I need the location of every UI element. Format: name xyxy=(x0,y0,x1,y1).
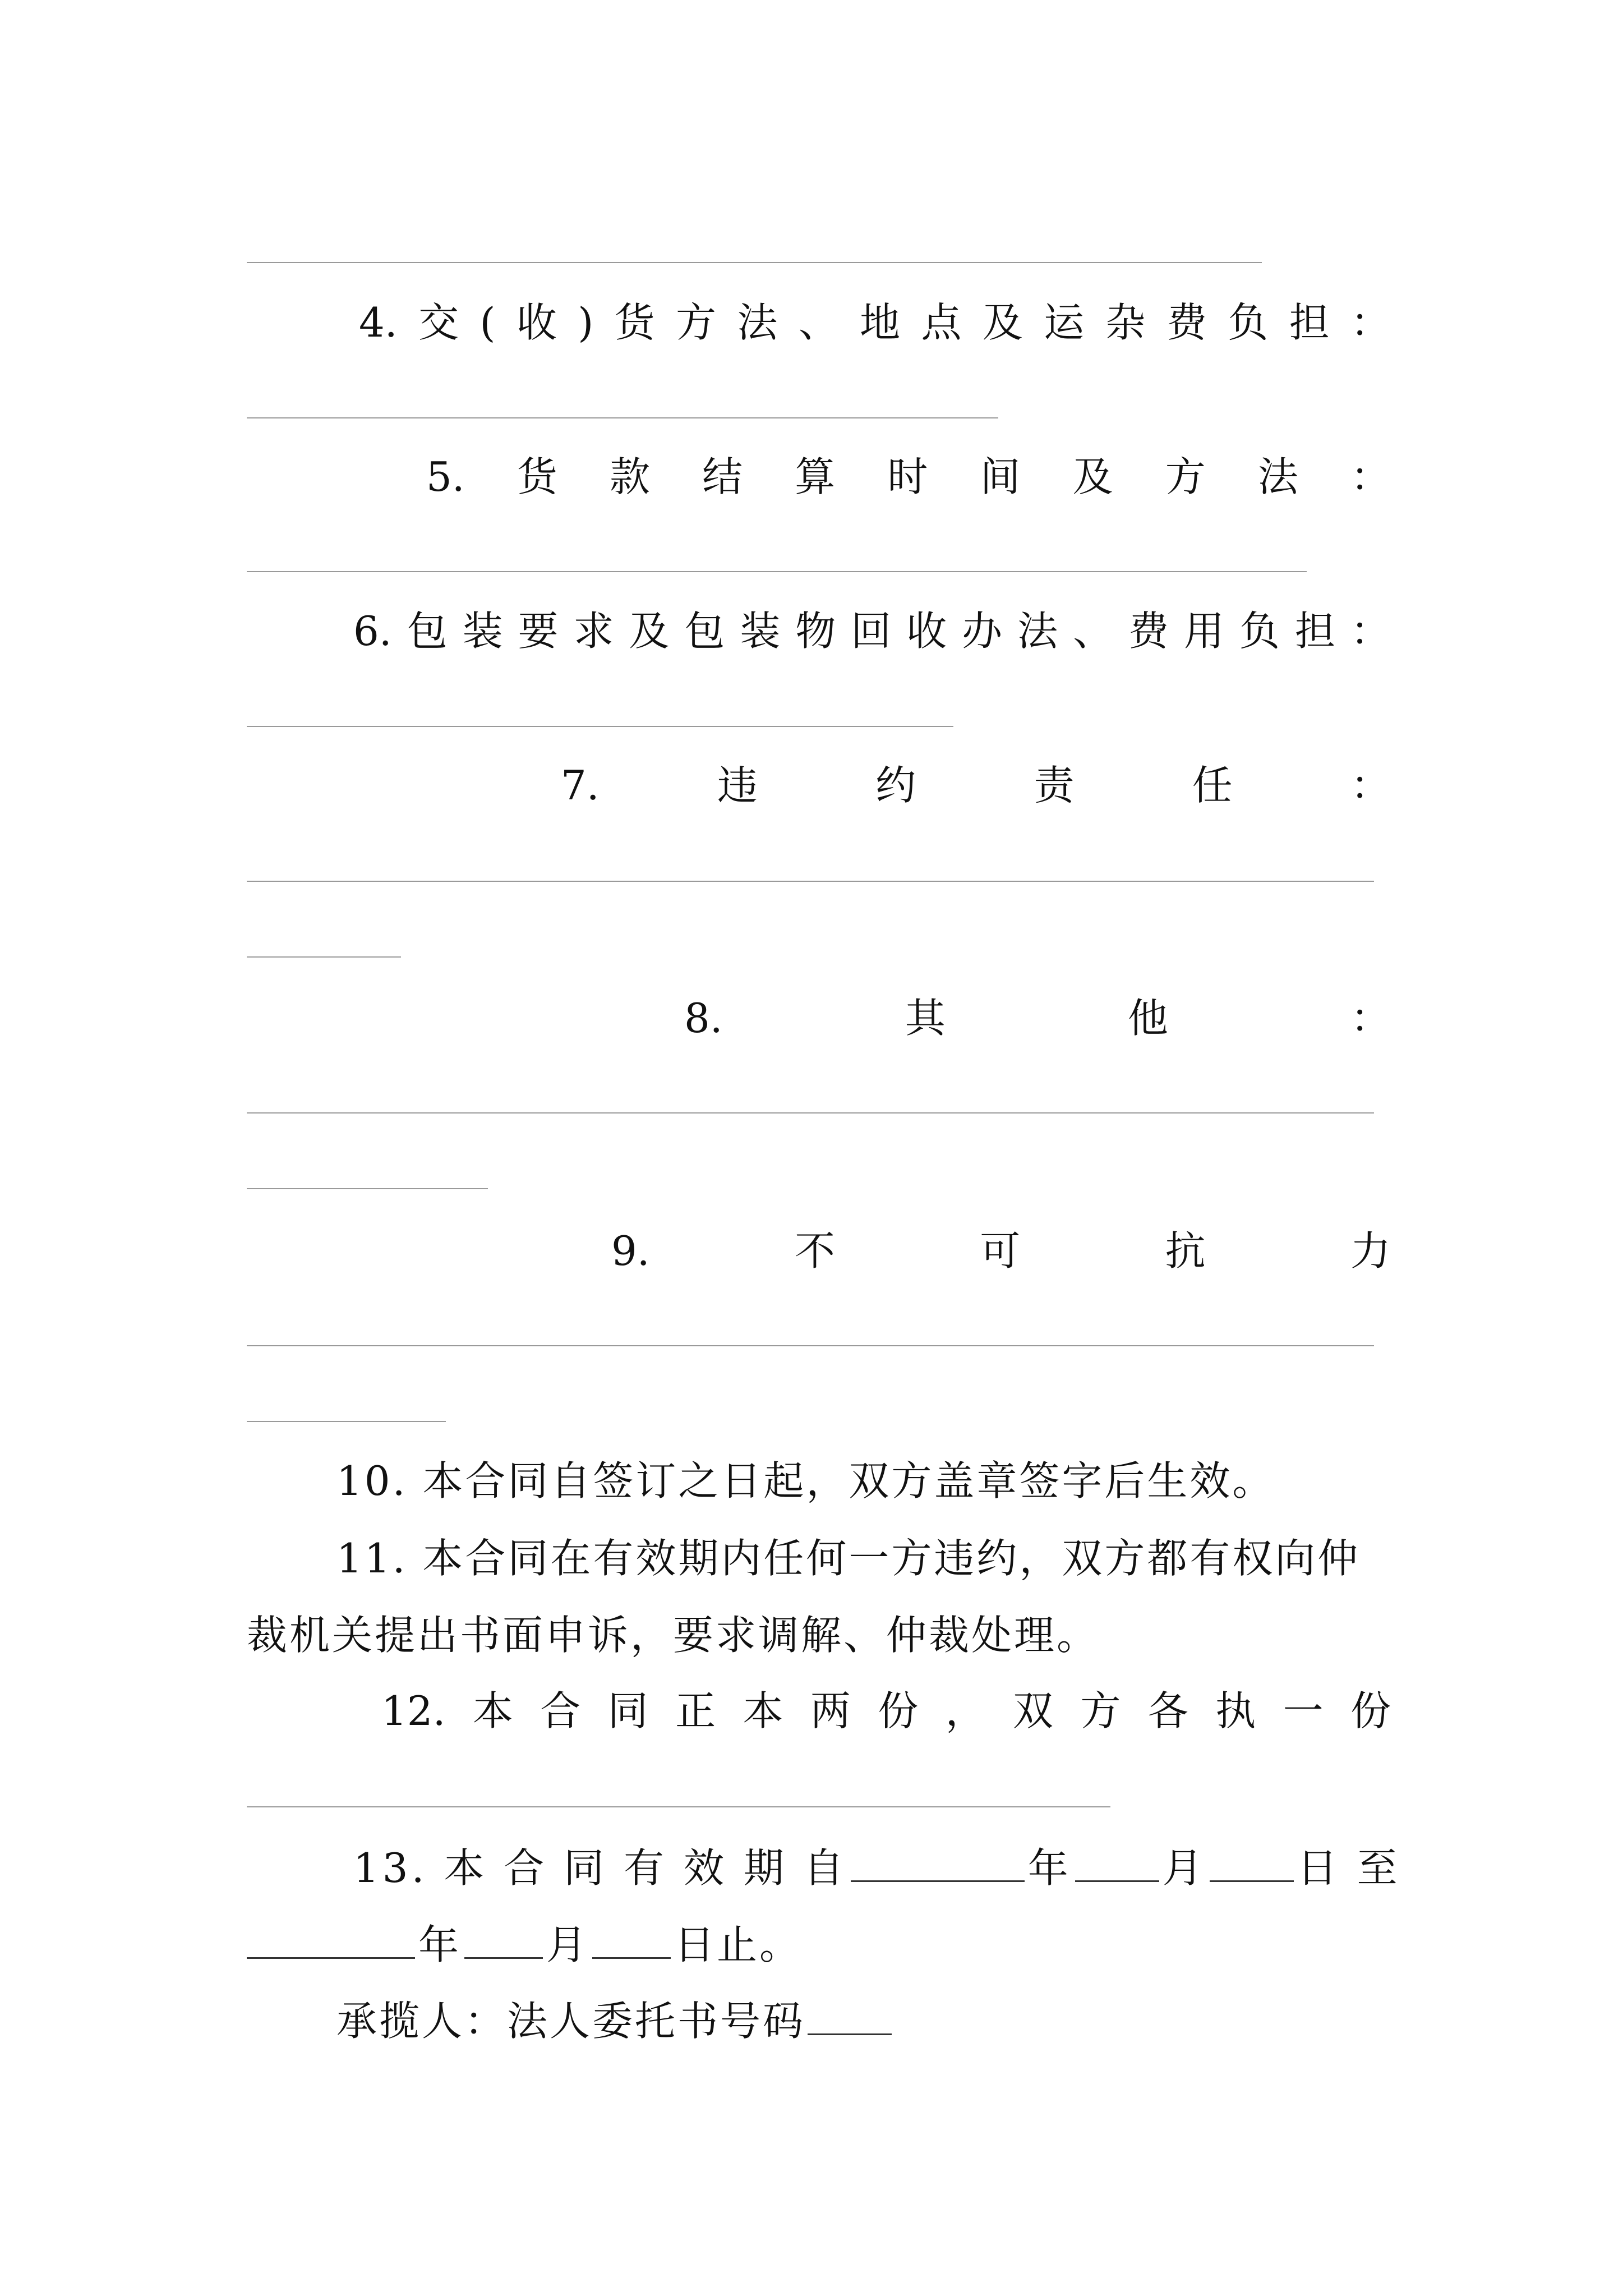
clause-char: 7. xyxy=(561,762,600,809)
clause-char: 回 xyxy=(851,608,892,655)
end-day-blank[interactable] xyxy=(592,1918,671,1959)
clause-char: 正 xyxy=(675,1687,716,1734)
clause-char: 力 xyxy=(1350,1227,1391,1274)
clause-char: ( xyxy=(479,299,496,346)
clause-11-line-2: 裁机关提出书面申诉，要求调解、仲裁处理。 xyxy=(247,1612,1100,1659)
clause-char: 货 xyxy=(517,453,557,500)
end-year-blank[interactable] xyxy=(247,1918,415,1959)
clause-char: 法 xyxy=(1257,453,1298,500)
day-to-label: 日 至 xyxy=(1297,1844,1401,1892)
clause-char: 收 xyxy=(906,608,947,655)
start-month-blank[interactable] xyxy=(1075,1841,1159,1882)
clause-char: 、 xyxy=(1073,608,1114,655)
clause-5 xyxy=(426,446,1391,508)
year-label: 年 xyxy=(1027,1844,1072,1892)
clause-char: ： xyxy=(1350,608,1391,655)
clause-char: 包 xyxy=(407,608,448,655)
clause-13-line-2 xyxy=(247,1914,802,1976)
clause-char: 责 xyxy=(1034,762,1075,809)
start-year-blank[interactable] xyxy=(851,1841,1025,1882)
clause-13-prefix: 13. 本 合 同 有 效 期 自 xyxy=(353,1844,847,1892)
clause-char: 款 xyxy=(609,453,650,500)
clause-12 xyxy=(381,1680,1391,1742)
year-label-2: 年 xyxy=(418,1921,462,1968)
clause-char: 一 xyxy=(1283,1687,1324,1734)
clause-char: 双 xyxy=(1013,1687,1054,1734)
clause-char: 交 xyxy=(418,299,459,346)
clause-char: 算 xyxy=(795,453,836,500)
blank-line xyxy=(247,1112,1374,1114)
clause-char: 要 xyxy=(518,608,559,655)
clause-13-line-1 xyxy=(353,1837,1401,1899)
clause-char: 方 xyxy=(1080,1687,1121,1734)
clause-char: 负 xyxy=(1228,299,1269,346)
clause-char: 及 xyxy=(629,608,670,655)
clause-char: ) xyxy=(578,299,594,346)
clause-char: 他 xyxy=(1127,995,1168,1042)
clause-char: 地 xyxy=(860,299,901,346)
clause-char: 5. xyxy=(426,453,465,500)
month-label: 月 xyxy=(1162,1844,1206,1892)
clause-char: 装 xyxy=(740,608,781,655)
blank-line xyxy=(247,417,998,418)
clause-char: 本 xyxy=(472,1687,513,1734)
clause-char: 装 xyxy=(462,608,503,655)
end-label: 日止。 xyxy=(674,1921,803,1968)
clause-char: 可 xyxy=(980,1227,1021,1274)
clause-char: 不 xyxy=(795,1227,836,1274)
clause-char: ， xyxy=(945,1687,986,1734)
clause-char: ： xyxy=(1350,453,1391,500)
clause-char: 份 xyxy=(878,1687,919,1734)
blank-line xyxy=(247,571,1307,572)
clause-char: 包 xyxy=(684,608,725,655)
clause-4 xyxy=(359,292,1391,353)
clause-char: 及 xyxy=(982,299,1023,346)
clause-char: 时 xyxy=(887,453,928,500)
clause-char: 法 xyxy=(1017,608,1058,655)
clause-char: 担 xyxy=(1294,608,1335,655)
clause-char: 法 xyxy=(737,299,778,346)
authorization-number-blank[interactable] xyxy=(808,1994,892,2035)
blank-line xyxy=(247,956,401,958)
clause-char: 负 xyxy=(1239,608,1280,655)
clause-char: 8. xyxy=(684,995,723,1042)
end-month-blank[interactable] xyxy=(464,1918,543,1959)
clause-char: 执 xyxy=(1215,1687,1256,1734)
clause-char: 收 xyxy=(516,299,557,346)
contractor-signature-line xyxy=(336,1990,895,2052)
clause-6 xyxy=(353,600,1391,662)
clause-char: 及 xyxy=(1072,453,1113,500)
clause-char: 两 xyxy=(810,1687,851,1734)
clause-char: 任 xyxy=(1192,762,1233,809)
blank-line xyxy=(247,1345,1374,1346)
start-day-blank[interactable] xyxy=(1210,1841,1294,1882)
clause-char: 办 xyxy=(962,608,1003,655)
clause-char: 点 xyxy=(921,299,962,346)
clause-char: 求 xyxy=(573,608,614,655)
clause-char: 约 xyxy=(875,762,916,809)
clause-char: 4. xyxy=(359,299,398,346)
clause-char: 费 xyxy=(1128,608,1169,655)
clause-char: 货 xyxy=(614,299,655,346)
clause-char: 方 xyxy=(676,299,717,346)
clause-char: 担 xyxy=(1289,299,1330,346)
clause-char: 9. xyxy=(611,1227,650,1274)
clause-char: 间 xyxy=(980,453,1021,500)
clause-9 xyxy=(611,1220,1391,1282)
clause-char: 杂 xyxy=(1105,299,1146,346)
clause-char: ： xyxy=(1350,762,1391,809)
clause-7 xyxy=(561,754,1391,816)
clause-char: 费 xyxy=(1166,299,1207,346)
clause-char: 违 xyxy=(717,762,758,809)
clause-char: 其 xyxy=(905,995,946,1042)
blank-line xyxy=(247,726,953,727)
clause-char: 运 xyxy=(1044,299,1085,346)
clause-char: 合 xyxy=(540,1687,581,1734)
clause-char: ： xyxy=(1350,299,1391,346)
blank-line xyxy=(247,1421,446,1422)
blank-line xyxy=(247,1188,488,1189)
clause-char: 各 xyxy=(1147,1687,1188,1734)
clause-char: 用 xyxy=(1183,608,1224,655)
clause-char: 方 xyxy=(1165,453,1206,500)
clause-char: 本 xyxy=(743,1687,783,1734)
contractor-label: 承揽人：法人委托书号码 xyxy=(336,1998,806,2045)
clause-char: ： xyxy=(1350,995,1391,1042)
blank-line xyxy=(247,881,1374,882)
clause-char: 抗 xyxy=(1165,1227,1206,1274)
clause-char: 同 xyxy=(607,1687,648,1734)
clause-char: 物 xyxy=(795,608,836,655)
clause-char: 、 xyxy=(798,299,839,346)
blank-line xyxy=(247,262,1262,263)
clause-char: 结 xyxy=(702,453,743,500)
clause-char: 份 xyxy=(1350,1687,1391,1734)
clause-8 xyxy=(684,987,1391,1049)
clause-char: 6. xyxy=(353,608,392,655)
month-label-2: 月 xyxy=(546,1921,589,1968)
blank-line xyxy=(247,1806,1110,1807)
clause-10: 10. 本合同自签订之日起，双方盖章签字后生效。 xyxy=(336,1457,1275,1504)
clause-11-line-1: 11. 本合同在有效期内任何一方违约，双方都有权向仲 xyxy=(336,1535,1361,1582)
clause-char: 12. xyxy=(381,1687,446,1734)
